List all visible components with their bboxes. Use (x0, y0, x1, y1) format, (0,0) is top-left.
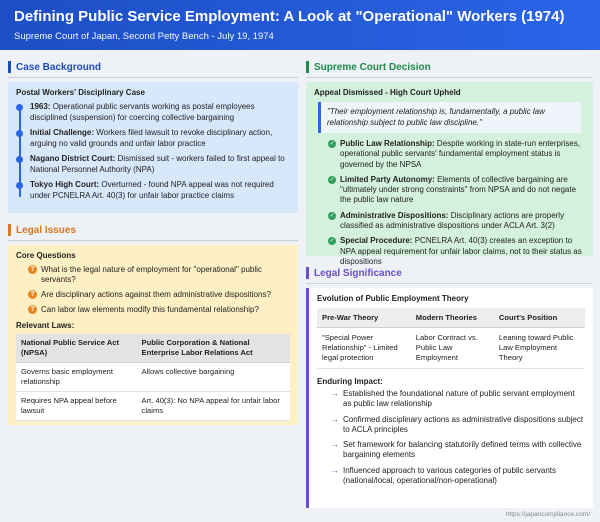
table-row: Governs basic employment relationship Allows collective bargaining (16, 363, 290, 392)
card-subtitle: Postal Workers' Disciplinary Case (16, 88, 145, 97)
page-title: Defining Public Service Employment: A Look at "Operational" Workers (1974) (14, 8, 565, 25)
case-background-heading: Case Background (8, 60, 298, 74)
question-icon: ? (28, 265, 37, 274)
question-item: ? Can labor law elements modify this fundamental relationship? (28, 305, 290, 315)
timeline-item: Initial Challenge: Workers filed lawsuit to revoke disciplinary action, arguing no valid grounds and unfair labor practice (30, 128, 290, 149)
right-column (306, 60, 593, 508)
table-row: "Special Power Relationship" - Limited legal protection Labor Contract vs. Public Law Employment Leaning toward Public Law Employment Theory (317, 328, 585, 369)
question-item: ? Are disciplinary actions against them administrative dispositions? (28, 290, 290, 300)
timeline-dot-icon (16, 130, 23, 137)
legal-significance-heading: Legal Significance (306, 266, 593, 280)
impact-item: → Set framework for balancing statutorily defined terms with collective bargaining elements (331, 440, 582, 460)
legal-issues-heading: Legal Issues (8, 223, 298, 237)
timeline-dot-icon (16, 104, 23, 111)
arrow-right-icon: → (331, 440, 339, 450)
question-icon: ? (28, 305, 37, 314)
heading-accent-bar (306, 61, 309, 73)
case-background-card (8, 82, 298, 213)
table-header-row: National Public Service Act (NPSA) Public Corporation & National Enterprise Labor Relations Act (16, 334, 290, 363)
decision-subtitle: Appeal Dismissed - High Court Upheld (314, 88, 461, 97)
enduring-impact-title: Enduring Impact: (317, 377, 383, 386)
check-icon: ✓ (329, 212, 335, 219)
relevant-laws-table (16, 334, 290, 421)
table-row: Requires NPA appeal before lawsuit Art. 40(3): No NPA appeal for unfair labor claims (16, 392, 290, 421)
heading-accent-bar (8, 224, 11, 236)
timeline-item: 1963: Operational public servants working as postal employees disciplined (suspension) for coercing collective bargaining (30, 102, 290, 123)
supreme-court-decision-heading: Supreme Court Decision (306, 60, 593, 74)
arrow-right-icon: → (331, 414, 339, 424)
evolution-title: Evolution of Public Employment Theory (317, 294, 469, 303)
timeline-item: Nagano District Court: Dismissed suit - workers failed to first appeal to National Personnel Authority (NPA) (30, 154, 290, 175)
core-questions-title: Core Questions (16, 251, 76, 260)
theory-table (317, 308, 585, 369)
page-header (0, 0, 600, 50)
court-quote: "Their employment relationship is, fundamentally, a public law relationship subject to public law discipline." (318, 102, 581, 133)
arrow-right-icon: → (331, 389, 339, 398)
decision-point: ✓ Limited Party Autonomy: Elements of collective bargaining are "ultimately under strong constraints" from NPSA and do not negate the public law nature (329, 174, 577, 205)
question-icon: ? (28, 290, 37, 299)
legal-issues-card (8, 245, 298, 425)
check-icon: ✓ (329, 238, 335, 245)
check-icon: ✓ (329, 176, 335, 183)
impact-item: → Influenced approach to various categories of public servants (national/local, operational/non-operational) (331, 465, 557, 486)
decision-point: ✓ Administrative Dispositions: Disciplinary actions are properly classified as administrative dispositions under ACLA Art. 3(2) (329, 210, 565, 231)
heading-accent-bar (8, 61, 11, 73)
question-item: ? What is the legal nature of employment for "operational" public servants? (28, 265, 290, 285)
heading-accent-bar (306, 267, 309, 279)
left-column (8, 60, 298, 425)
decision-point: ✓ Public Law Relationship: Despite working in state-run enterprises, operational public servants' fundamental employment status is governed by the NPSA (329, 139, 581, 169)
table-header-row: Pre-War Theory Modern Theories Court's Position (317, 308, 585, 328)
decision-card (306, 82, 593, 266)
decision-point: ✓ Special Procedure: PCNELRA Art. 40(3) creates an exception to NPA appeal requirement for unfair labor claims, not to their status as dispositions (329, 236, 582, 266)
impact-item: → Confirmed disciplinary actions as administrative dispositions subject to ACLA principles (331, 414, 584, 434)
timeline-dot-icon (16, 156, 23, 163)
check-icon: ✓ (329, 141, 335, 147)
significance-card (306, 288, 593, 508)
relevant-laws-title: Relevant Laws: (16, 321, 75, 330)
impact-item: → Established the foundational nature of public servant employment as public law relationship (331, 389, 575, 409)
page-subtitle: Supreme Court of Japan, Second Petty Bench - July 19, 1974 (14, 31, 274, 42)
footer-url[interactable]: https://japancompliance.com/ (505, 511, 590, 518)
case-timeline (16, 102, 290, 201)
timeline-dot-icon (16, 182, 23, 189)
arrow-right-icon: → (331, 465, 339, 475)
timeline-item: Tokyo High Court: Overturned - found NPA appeal was not required under PCNELRA Art. 40(3) for unfair labor practice claims (30, 180, 290, 201)
